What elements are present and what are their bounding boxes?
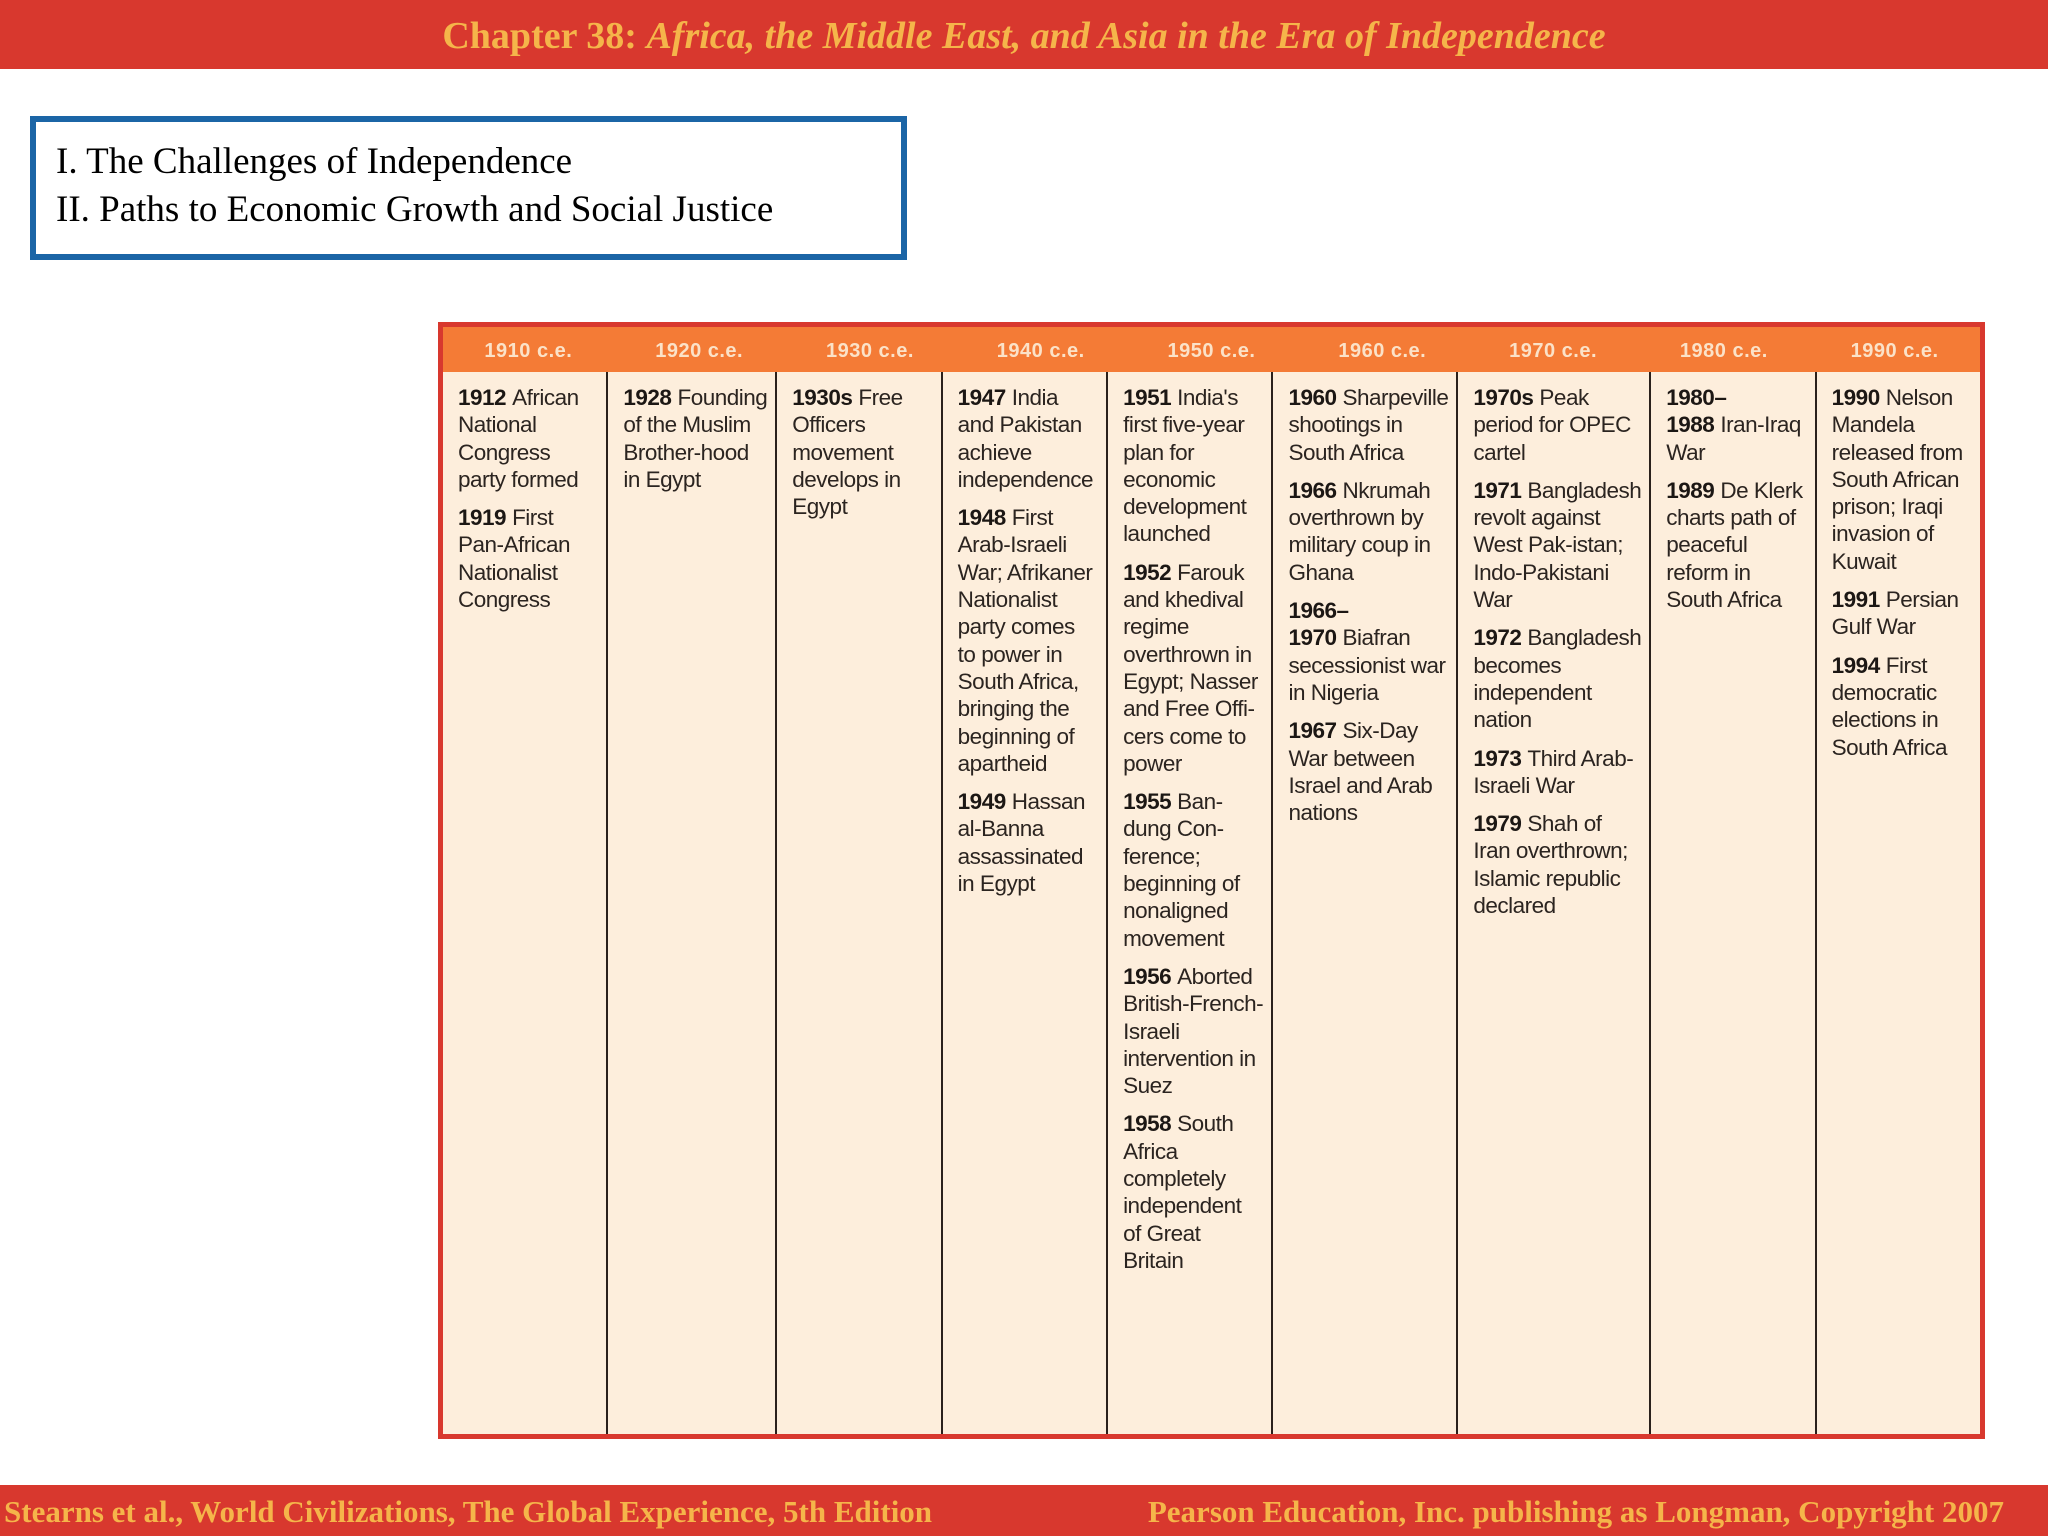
- event-text: Peak period for OPEC cartel: [1473, 385, 1631, 465]
- decade-label: 1970 c.e.: [1509, 340, 1598, 362]
- event-text: India's first five-year plan for economic development launched: [1123, 385, 1247, 547]
- timeline-event: [623, 384, 767, 493]
- event-text: Hassan al-Banna assassinated in Egypt: [957, 789, 1086, 897]
- event-year: 1990: [1831, 385, 1880, 410]
- timeline-columns: [443, 372, 1980, 1434]
- event-text: Shah of Iran overthrown; Islamic republic declared: [1473, 811, 1628, 919]
- timeline-column: [1458, 372, 1651, 1434]
- event-text: Nkrumah overthrown by military coup in Ghana: [1288, 477, 1431, 585]
- event-year: 1966–1970: [1288, 598, 1349, 651]
- event-year: 1930s: [792, 385, 853, 410]
- event-year: 1952: [1123, 559, 1172, 585]
- timeline-column: [1273, 372, 1458, 1434]
- outline-item-2: II. Paths to Economic Growth and Social Justice: [56, 189, 774, 230]
- event-text: South Africa completely independent of Great Britain: [1123, 1111, 1242, 1273]
- event-year: 1912: [458, 385, 507, 410]
- event-year: 1919: [458, 505, 507, 531]
- header-bar: [0, 0, 2048, 69]
- timeline-event: [958, 384, 1098, 493]
- event-text: Founding of the Muslim Brother-hood in Egypt: [623, 385, 768, 492]
- event-year: 1956: [1123, 963, 1172, 989]
- event-year: 1973: [1473, 745, 1522, 771]
- event-year: 1989: [1666, 477, 1715, 503]
- timeline-event: [1288, 477, 1448, 586]
- timeline-column: [777, 372, 942, 1434]
- timeline-column: [1817, 372, 1980, 1434]
- event-text: Iran-Iraq War: [1666, 412, 1801, 465]
- event-year: 1949: [957, 789, 1006, 815]
- event-year: 1947: [957, 385, 1006, 410]
- timeline-event: [1473, 477, 1641, 613]
- event-text: Sharpeville shootings in South Africa: [1288, 385, 1449, 465]
- event-text: De Klerk charts path of peaceful reform in South Africa: [1666, 477, 1803, 613]
- decade-label: 1960 c.e.: [1338, 340, 1427, 362]
- decade-label: 1950 c.e.: [1167, 340, 1256, 362]
- timeline-event: [1123, 384, 1263, 548]
- event-year: 1958: [1123, 1111, 1172, 1137]
- footer-copyright: Pearson Education, Inc. publishing as Longman, Copyright 2007: [1147, 1494, 2004, 1529]
- event-year: 1951: [1123, 385, 1172, 410]
- timeline-event: [1666, 477, 1806, 613]
- outline-box: [30, 116, 907, 260]
- footer-bar: [0, 1485, 2048, 1536]
- timeline-event: [958, 788, 1098, 897]
- decade-label: 1940 c.e.: [996, 340, 1085, 362]
- timeline-event: [1832, 586, 1972, 641]
- timeline-event: [1473, 624, 1641, 733]
- event-text: Bangladesh becomes independent nation: [1473, 625, 1642, 733]
- timeline-event: [1123, 1110, 1263, 1274]
- timeline-event: [458, 504, 598, 613]
- event-year: 1960: [1288, 385, 1337, 410]
- event-year: 1991: [1831, 587, 1880, 613]
- event-year: 1948: [957, 505, 1006, 531]
- timeline-column: [443, 372, 608, 1434]
- event-year: 1955: [1123, 789, 1172, 815]
- event-year: 1970s: [1473, 385, 1534, 410]
- event-text: Free Officers movement develops in Egypt: [792, 385, 903, 520]
- event-text: Aborted British-French-Israeli intervention in Suez: [1123, 963, 1264, 1099]
- chapter-label: Chapter 38:: [442, 15, 637, 57]
- event-text: First Pan-African Nationalist Congress: [458, 505, 571, 613]
- timeline-column: [943, 372, 1108, 1434]
- timeline-event: [1123, 788, 1263, 952]
- event-text: First Arab-Israeli War; Afrikaner Nationalist party comes to power in South Africa, bringing the beginning of apartheid: [957, 505, 1093, 776]
- event-text: Six-Day War between Israel and Arab nations: [1288, 718, 1433, 826]
- decade-label: 1930 c.e.: [825, 340, 914, 362]
- timeline-event: [1832, 652, 1972, 761]
- event-text: Bangladesh revolt against West Pak-istan; Indo-Pakistani War: [1473, 477, 1642, 613]
- decade-label: 1910 c.e.: [484, 340, 573, 362]
- timeline-event: [1288, 717, 1448, 826]
- event-text: Third Arab-Israeli War: [1473, 745, 1634, 798]
- timeline-event: [792, 384, 932, 520]
- timeline-event: [1666, 384, 1806, 466]
- timeline-event: [1473, 810, 1641, 919]
- event-year: 1966: [1288, 477, 1337, 503]
- event-text: India and Pakistan achieve independence: [957, 385, 1094, 492]
- timeline-event: [1832, 384, 1972, 575]
- timeline-event: [1473, 384, 1641, 466]
- event-text: Farouk and khedival regime overthrown in Egypt; Nasser and Free Offi-cers come to power: [1123, 559, 1258, 776]
- decade-label: 1920 c.e.: [655, 340, 744, 362]
- event-year: 1928: [623, 385, 672, 410]
- event-text: Ban-dung Con-ference; beginning of nonaligned movement: [1123, 789, 1240, 951]
- event-year: 1994: [1831, 652, 1880, 678]
- decade-header-row: [443, 327, 1980, 372]
- event-year: 1972: [1473, 625, 1522, 651]
- event-text: Persian Gulf War: [1831, 587, 1959, 640]
- timeline-event: [1123, 963, 1263, 1099]
- decade-label: 1980 c.e.: [1679, 340, 1768, 362]
- timeline-column: [1108, 372, 1273, 1434]
- event-year: 1980–1988: [1666, 385, 1727, 438]
- footer-citation: Stearns et al., World Civilizations, The Global Experience, 5th Edition: [4, 1494, 933, 1529]
- decade-label: 1990 c.e.: [1850, 340, 1939, 362]
- timeline-event: [1288, 597, 1448, 706]
- timeline-event: [1123, 559, 1263, 777]
- event-year: 1979: [1473, 811, 1522, 837]
- event-text: First democratic elections in South Africa: [1831, 652, 1947, 760]
- timeline-column: [1651, 372, 1816, 1434]
- timeline-event: [1288, 384, 1448, 466]
- event-year: 1967: [1288, 718, 1337, 744]
- outline-item-1: I. The Challenges of Independence: [56, 141, 573, 182]
- event-text: Biafran secessionist war in Nigeria: [1288, 625, 1446, 705]
- timeline-event: [958, 504, 1098, 777]
- timeline-column: [608, 372, 777, 1434]
- timeline-image: [438, 322, 1985, 1439]
- event-text: Nelson Mandela released from South African prison; Iraqi invasion of Kuwait: [1831, 385, 1963, 574]
- timeline-event: [458, 384, 598, 493]
- event-year: 1971: [1473, 477, 1522, 503]
- timeline-event: [1473, 745, 1641, 800]
- chapter-title: Africa, the Middle East, and Asia in the Era of Independence: [646, 15, 1606, 57]
- event-text: African National Congress party formed: [458, 385, 579, 492]
